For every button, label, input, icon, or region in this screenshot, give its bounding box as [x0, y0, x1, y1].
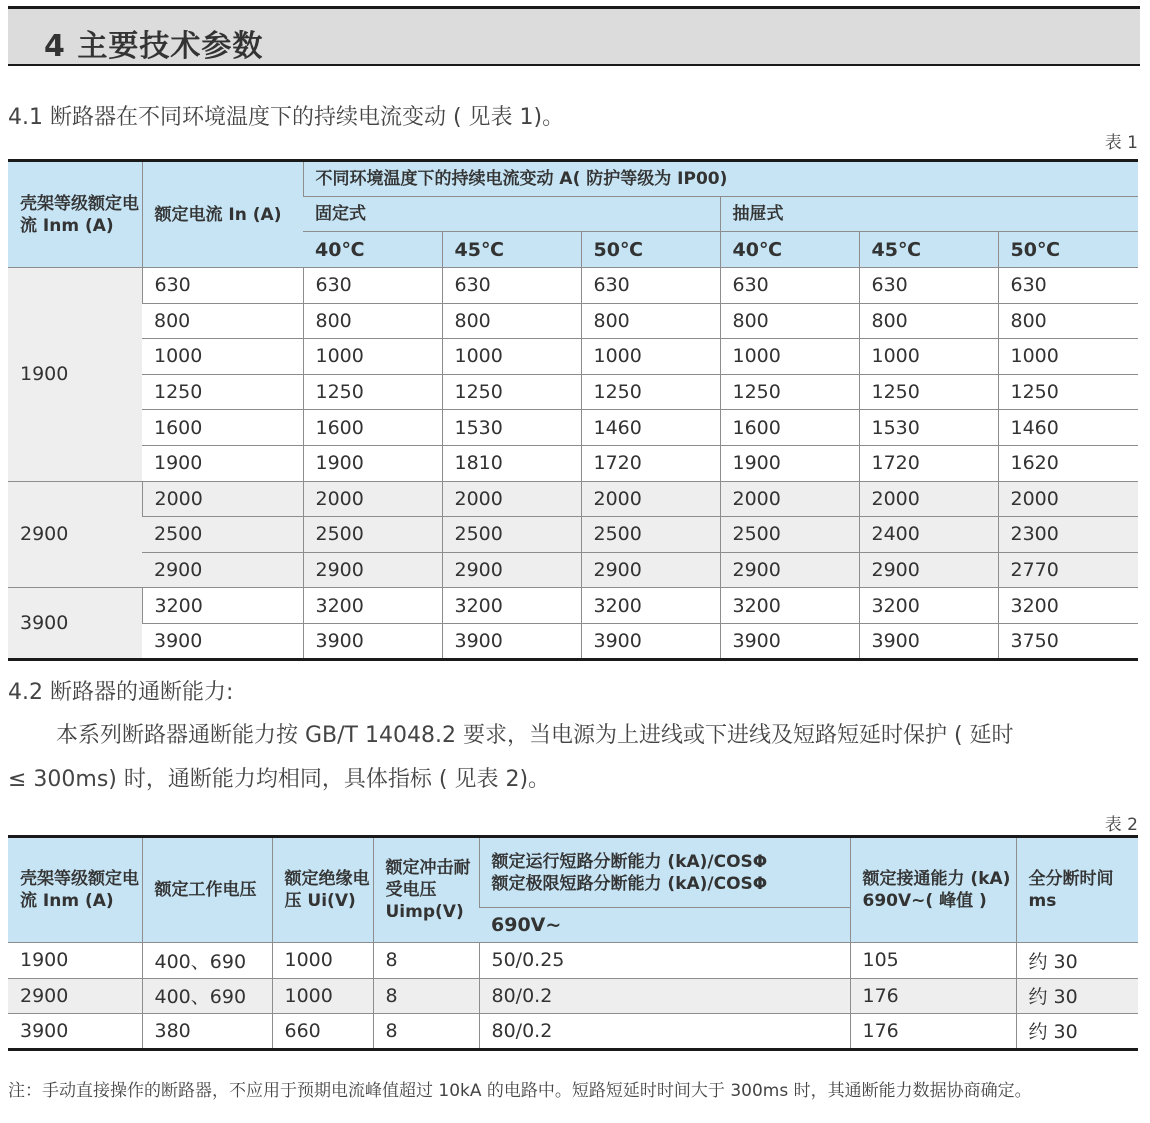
table-cell: 176: [850, 978, 1016, 1014]
table-cell: 8: [373, 1014, 479, 1050]
table-cell: 660: [272, 1014, 373, 1050]
current-value-cell: 630: [581, 268, 720, 304]
current-value-cell: 3900: [859, 623, 998, 659]
current-value-cell: 2900: [442, 552, 581, 588]
current-value-cell: 2900: [581, 552, 720, 588]
t1-header-drawout: 抽屉式: [720, 197, 1138, 232]
current-value-cell: 3900: [442, 623, 581, 659]
current-value-cell: 800: [998, 303, 1138, 339]
current-value-cell: 1250: [859, 374, 998, 410]
current-value-cell: 1720: [581, 445, 720, 481]
current-value-cell: 630: [998, 268, 1138, 304]
table-row: [8, 339, 1138, 375]
table-2-label: 表 2: [1104, 815, 1138, 835]
frame-current-cell: 1900: [8, 268, 142, 482]
table-cell: 380: [142, 1014, 272, 1050]
frame-current-cell: 2900: [8, 481, 142, 588]
table-cell: 1000: [272, 978, 373, 1014]
table-cell: 约 30: [1016, 943, 1138, 979]
t1-header-temp: 40℃: [720, 232, 859, 268]
table-row: [8, 268, 1138, 304]
t2-header-690v: 690V~: [479, 908, 850, 943]
current-value-cell: 630: [303, 268, 442, 304]
current-value-cell: 1000: [303, 339, 442, 375]
table-cell: 176: [850, 1014, 1016, 1050]
current-value-cell: 1000: [998, 339, 1138, 375]
current-value-cell: 800: [442, 303, 581, 339]
current-value-cell: 3900: [720, 623, 859, 659]
table-cell: 1900: [8, 943, 142, 979]
current-value-cell: 1460: [581, 410, 720, 446]
table-cell: 400、690: [142, 978, 272, 1014]
table-cell: 8: [373, 978, 479, 1014]
rated-current-cell: 2500: [142, 517, 303, 553]
table-row: [8, 978, 1138, 1014]
table-row: [8, 552, 1138, 588]
current-value-cell: 800: [859, 303, 998, 339]
table-row: [8, 943, 1138, 979]
footnote: 注：手动直接操作的断路器，不应用于预期电流峰值超过 10kA 的电路中。短路短延时时间大于 300ms 时，其通断能力数据协商确定。: [8, 1081, 1032, 1101]
current-value-cell: 1530: [859, 410, 998, 446]
table-cell: 400、690: [142, 943, 272, 979]
table-cell: 80/0.2: [479, 978, 850, 1014]
current-value-cell: 1810: [442, 445, 581, 481]
current-value-cell: 2770: [998, 552, 1138, 588]
table-cell: 8: [373, 943, 479, 979]
current-value-cell: 2000: [581, 481, 720, 517]
current-value-cell: 3200: [442, 588, 581, 624]
t2-header-breaking-ultimate: 额定极限短路分断能力 (kA)/COSΦ: [491, 873, 768, 894]
rated-current-cell: 2900: [142, 552, 303, 588]
table-row: [8, 303, 1138, 339]
table-cell: 105: [850, 943, 1016, 979]
table-row: [8, 1014, 1138, 1050]
rated-current-cell: 1250: [142, 374, 303, 410]
t1-header-temp: 40℃: [303, 232, 442, 268]
current-value-cell: 630: [859, 268, 998, 304]
current-value-cell: 2900: [720, 552, 859, 588]
current-value-cell: 3200: [581, 588, 720, 624]
table-2: [8, 835, 1138, 1051]
table-row: [8, 445, 1138, 481]
table-cell: 3900: [8, 1014, 142, 1050]
current-value-cell: 1530: [442, 410, 581, 446]
current-value-cell: 1620: [998, 445, 1138, 481]
rated-current-cell: 1600: [142, 410, 303, 446]
current-value-cell: 1250: [720, 374, 859, 410]
current-value-cell: 1250: [998, 374, 1138, 410]
frame-current-cell: 3900: [8, 588, 142, 659]
t1-header-group: 不同环境温度下的持续电流变动 A( 防护等级为 IP00): [303, 161, 1138, 197]
current-value-cell: 1000: [442, 339, 581, 375]
current-value-cell: 3200: [998, 588, 1138, 624]
current-value-cell: 800: [720, 303, 859, 339]
table-row: [8, 481, 1138, 517]
rated-current-cell: 1000: [142, 339, 303, 375]
table-cell: 80/0.2: [479, 1014, 850, 1050]
table-cell: 1000: [272, 943, 373, 979]
table-row: [8, 588, 1138, 624]
current-value-cell: 2500: [720, 517, 859, 553]
table-row: [8, 410, 1138, 446]
current-value-cell: 1900: [720, 445, 859, 481]
section-4-2-line1: 本系列断路器通断能力按 GB/T 14048.2 要求，当电源为上进线或下进线及短路短延时保护 ( 延时: [56, 723, 1014, 748]
current-value-cell: 1250: [303, 374, 442, 410]
table-1: [8, 159, 1138, 661]
t2-header-frame: 壳架等级额定电流 Inm (A): [8, 837, 142, 943]
current-value-cell: 2500: [303, 517, 442, 553]
current-value-cell: 630: [720, 268, 859, 304]
table-1-label: 表 1: [1104, 133, 1138, 153]
t2-header-insulation: 额定绝缘电压 Ui(V): [272, 837, 373, 943]
t1-header-temp: 50℃: [998, 232, 1138, 268]
t2-header-impulse: 额定冲击耐受电压 Uimp(V): [373, 837, 479, 943]
current-value-cell: 3200: [303, 588, 442, 624]
t2-header-breaking-service: 额定运行短路分断能力 (kA)/COSΦ: [491, 851, 768, 872]
current-value-cell: 1600: [720, 410, 859, 446]
current-value-cell: 1600: [303, 410, 442, 446]
t1-header-temp: 45℃: [442, 232, 581, 268]
current-value-cell: 2900: [859, 552, 998, 588]
current-value-cell: 1000: [720, 339, 859, 375]
rated-current-cell: 2000: [142, 481, 303, 517]
current-value-cell: 2500: [442, 517, 581, 553]
current-value-cell: 1460: [998, 410, 1138, 446]
current-value-cell: 2500: [581, 517, 720, 553]
current-value-cell: 1250: [581, 374, 720, 410]
current-value-cell: 800: [303, 303, 442, 339]
table-row: [8, 517, 1138, 553]
section-4-2-heading: 4.2 断路器的通断能力:: [8, 680, 234, 705]
table-cell: 约 30: [1016, 1014, 1138, 1050]
t2-header-breaking: [479, 837, 850, 908]
current-value-cell: 2900: [303, 552, 442, 588]
current-value-cell: 1000: [859, 339, 998, 375]
current-value-cell: 3900: [303, 623, 442, 659]
t1-header-temp: 50℃: [581, 232, 720, 268]
current-value-cell: 2000: [303, 481, 442, 517]
current-value-cell: 2400: [859, 517, 998, 553]
current-value-cell: 3200: [859, 588, 998, 624]
section-4-1-text: 4.1 断路器在不同环境温度下的持续电流变动 ( 见表 1)。: [8, 105, 565, 130]
rated-current-cell: 630: [142, 268, 303, 304]
section-title: 4 主要技术参数: [44, 29, 264, 64]
rated-current-cell: 800: [142, 303, 303, 339]
section-4-2-line2: ≤ 300ms) 时，通断能力均相同，具体指标 ( 见表 2)。: [8, 767, 551, 792]
current-value-cell: 2000: [859, 481, 998, 517]
current-value-cell: 1720: [859, 445, 998, 481]
t1-header-fixed: 固定式: [303, 197, 720, 232]
current-value-cell: 2000: [720, 481, 859, 517]
table-cell: 50/0.25: [479, 943, 850, 979]
current-value-cell: 1900: [303, 445, 442, 481]
current-value-cell: 2000: [442, 481, 581, 517]
rated-current-cell: 1900: [142, 445, 303, 481]
current-value-cell: 2000: [998, 481, 1138, 517]
rated-current-cell: 3200: [142, 588, 303, 624]
rated-current-cell: 3900: [142, 623, 303, 659]
table-cell: 2900: [8, 978, 142, 1014]
t1-header-rated: 额定电流 In (A): [142, 161, 303, 268]
current-value-cell: 1000: [581, 339, 720, 375]
current-value-cell: 2300: [998, 517, 1138, 553]
current-value-cell: 3750: [998, 623, 1138, 659]
t2-header-voltage: 额定工作电压: [142, 837, 272, 943]
t2-header-making: 额定接通能力 (kA) 690V~( 峰值 ): [850, 837, 1016, 943]
current-value-cell: 3200: [720, 588, 859, 624]
current-value-cell: 3900: [581, 623, 720, 659]
t2-header-time: 全分断时间 ms: [1016, 837, 1138, 943]
section-header: [8, 6, 1140, 66]
table-row: [8, 374, 1138, 410]
current-value-cell: 1250: [442, 374, 581, 410]
table-row: [8, 623, 1138, 659]
table-cell: 约 30: [1016, 978, 1138, 1014]
current-value-cell: 800: [581, 303, 720, 339]
t1-header-temp: 45℃: [859, 232, 998, 268]
t1-header-frame: 壳架等级额定电流 Inm (A): [8, 161, 142, 268]
current-value-cell: 630: [442, 268, 581, 304]
